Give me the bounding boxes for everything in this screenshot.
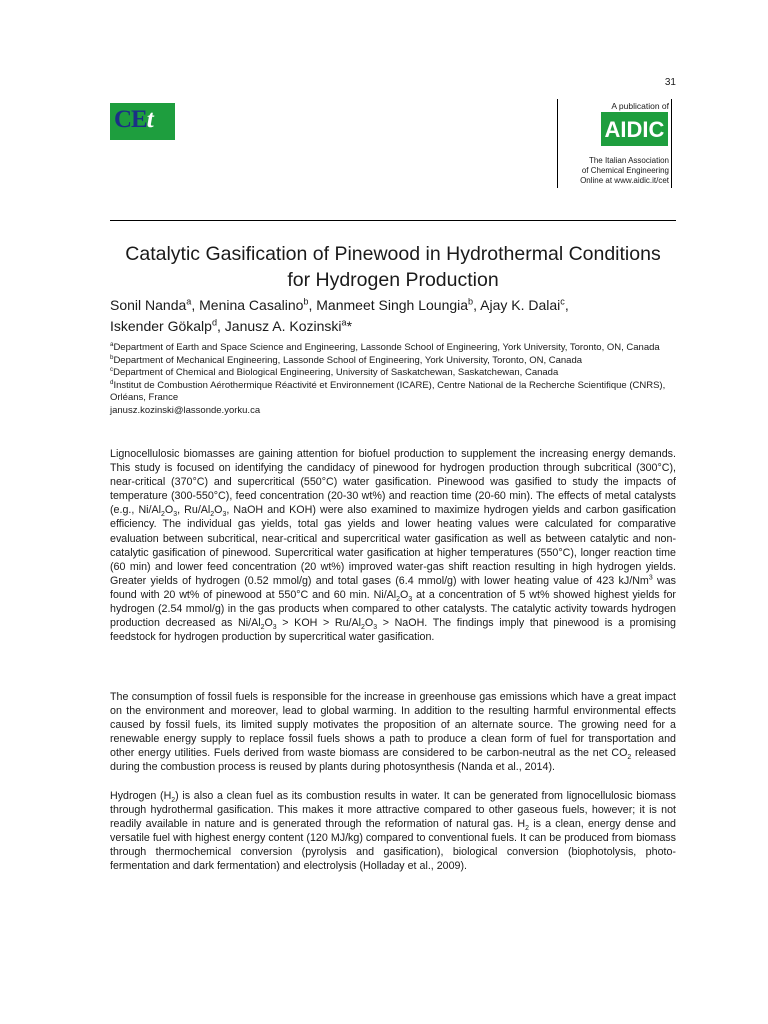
publisher-url: Online at www.aidic.it/cet xyxy=(580,176,669,185)
affiliation-text: Department of Chemical and Biological Engineering, University of Saskatchewan, Saskatchewan, Canada xyxy=(113,367,559,379)
text-run: O xyxy=(400,588,409,601)
subscript: 3 xyxy=(408,596,413,604)
subscript: 2 xyxy=(210,511,215,519)
affiliation-text: Department of Earth and Space Science and Engineering, Lassonde School of Engineering, York University, Toronto, ON, Canada xyxy=(113,342,660,353)
author-affil-mark: d xyxy=(211,317,218,328)
affiliation-mark: a xyxy=(110,340,114,348)
author-name: Ajay K. Dalai xyxy=(480,297,561,313)
header-divider xyxy=(110,220,676,221)
author-affil-mark: b xyxy=(303,296,309,307)
subscript: 3 xyxy=(173,511,178,519)
subscript: 2 xyxy=(171,797,176,805)
text-run: , NaOH and KOH) were also examined to maximize hydrogen yields and carbon gasification efficiency. The individual gas yields, total gas yields and lower heating values were calculated for comparative evaluation between subcritical, near-critical and supercritical water gasification as well as between catalytic and non-catalytic gasification of pinewood. Supercritical water gasification at higher temperatures (550°C), longer reaction time (60 min) and lower feed concentration (20 wt%) improved water-gas shift reaction resulting in high hydrogen yields. Greater yields of hydrogen (0.52 mmol/g) and total gases (6.4 mmol/g) with lower heating value of 423 kJ/Nm xyxy=(110,504,676,587)
affiliation-mark: b xyxy=(110,353,114,361)
author-separator: , xyxy=(308,297,317,313)
author-affil-mark: a xyxy=(186,296,192,307)
journal-logo-accent: t xyxy=(146,106,153,133)
affiliation-item xyxy=(110,367,680,380)
text-run: O xyxy=(214,504,223,517)
title-line-2: for Hydrogen Production xyxy=(287,269,499,291)
text-run: at a concentration of 5 wt% showed highest yields for hydrogen (2.54 mmol/g) in the gas products when compared to other catalysts. The catalytic activity towards hydrogen production decreased as Ni/Al xyxy=(110,588,676,630)
aidic-logo: AIDIC xyxy=(601,112,668,146)
text-run: The consumption of fossil fuels is responsible for the increase in greenhouse gas emissions which have a great impact on the environment and moreover, lead to global warming. In addition to the resulting harmful environmental effects caused by fossil fuels, its limited supply motivates the proposition of an alternate source. The growing need for a renewable energy supply to replace fossil fuels shows a path to produce a clean form of fuel for transportation and other energy utilities. Fuels derived from waste biomass are considered to be carbon-neutral as the net CO xyxy=(110,691,676,760)
affiliations xyxy=(110,342,680,418)
publisher-line: of Chemical Engineering xyxy=(581,166,669,175)
author-separator: , xyxy=(191,297,200,313)
subscript: 2 xyxy=(161,511,165,519)
subscript: 2 xyxy=(396,596,401,604)
author-name: Sonil Nanda xyxy=(110,297,187,313)
abstract xyxy=(110,447,676,644)
affiliation-item xyxy=(110,355,680,368)
subscript: 3 xyxy=(272,624,277,632)
publisher-block xyxy=(557,99,672,188)
text-run: , Ru/Al xyxy=(177,504,211,517)
journal-logo xyxy=(110,103,175,140)
publication-of-label: A publication of xyxy=(611,101,669,111)
author-separator: , xyxy=(473,297,481,313)
text-run: ) is also a clean fuel as its combustion results in water. It can be generated from lignocellulosic biomass through hydrothermal gasification. This makes it more attractive compared to other gaseous fuels, however; it is not readily available in nature and is generated through the reformation of natural gas. H xyxy=(110,790,676,831)
superscript: 3 xyxy=(648,574,653,582)
text-run: O xyxy=(164,504,174,517)
subscript: 2 xyxy=(260,624,265,632)
text-run: > KOH > Ru/Al xyxy=(276,617,362,630)
text-run: O xyxy=(364,617,374,630)
author-name: Janusz A. Kozinski xyxy=(224,318,342,334)
affiliation-item xyxy=(110,380,680,405)
author-name: Manmeet Singh Loungia xyxy=(316,297,469,313)
text-run: Lignocellulosic biomasses are gaining attention for biofuel production to supplement the increasing energy demands. This study is focused on identifying the candidacy of pinewood for hydrogen production through subcritical (300°C), near-critical (370°C) and supercritical (550°C) water gasification. Pinewood was gasified to study the impacts of temperature (300-550°C), feed concentration (20-30 wt%) and reaction time (20-60 min). The effects of metal catalysts (e.g., Ni/Al xyxy=(110,448,676,517)
title-line-1: Catalytic Gasification of Pinewood in Hydrothermal Conditions xyxy=(125,243,661,265)
author-name: Menina Casalino xyxy=(199,297,304,313)
subscript: 2 xyxy=(361,624,365,632)
affiliation-mark: c xyxy=(110,366,114,374)
paper-title xyxy=(100,241,686,293)
subscript: 3 xyxy=(373,624,378,632)
author-list xyxy=(110,295,680,337)
page-number: 31 xyxy=(664,77,676,88)
author-affil-mark: a xyxy=(341,317,347,328)
corresponding-email: janusz.kozinski@lassonde.yorku.ca xyxy=(110,404,261,416)
author-separator: , xyxy=(564,297,569,313)
affiliation-item xyxy=(110,342,680,355)
subscript: 2 xyxy=(525,825,530,833)
affiliation-text: Institut de Combustion Aérothermique Réactivité et Environnement (ICARE), Centre National de la Recherche Scientifique (CNRS), Orléans, France xyxy=(110,379,666,404)
author-separator: , xyxy=(217,318,225,334)
text-run: > NaOH. The findings imply that pinewood is a promising feedstock for hydrogen production by supercritical water gasification. xyxy=(110,617,676,644)
affiliation-mark: d xyxy=(110,378,114,386)
author-name: Iskender Gökalp xyxy=(110,318,212,334)
text-run: Hydrogen (H xyxy=(110,790,172,802)
author-affil-mark: b xyxy=(468,296,474,307)
text-run: released during the combustion process is reused by plants during photosynthesis (Nanda et al., 2014). xyxy=(110,747,676,774)
affiliation-text: Department of Mechanical Engineering, Lassonde School of Engineering, York University, Toronto, ON, Canada xyxy=(113,354,583,366)
subscript: 2 xyxy=(627,754,632,762)
introduction-paragraph-1 xyxy=(110,690,676,775)
text-run: O xyxy=(264,617,273,630)
publisher-line: The Italian Association xyxy=(588,156,669,165)
author-separator: * xyxy=(346,318,353,334)
text-run: was found with 20 wt% of pinewood at 550°C and 60 min. Ni/Al xyxy=(110,574,676,601)
journal-logo-text: CE xyxy=(114,106,147,133)
author-affil-mark: c xyxy=(560,296,565,307)
subscript: 3 xyxy=(222,511,227,519)
introduction-paragraph-2 xyxy=(110,789,676,874)
publisher-info xyxy=(580,156,669,186)
text-run: is a clean, energy dense and versatile fuel with highest energy content (120 MJ/kg) compared to conventional fuels. It can be produced from biomass through thermochemical conversion (pyrolysis and gasification), biological conversion (biophotolysis, photo-fermentation and dark fermentation) and electrolysis (Holladay et al., 2009). xyxy=(110,818,676,873)
